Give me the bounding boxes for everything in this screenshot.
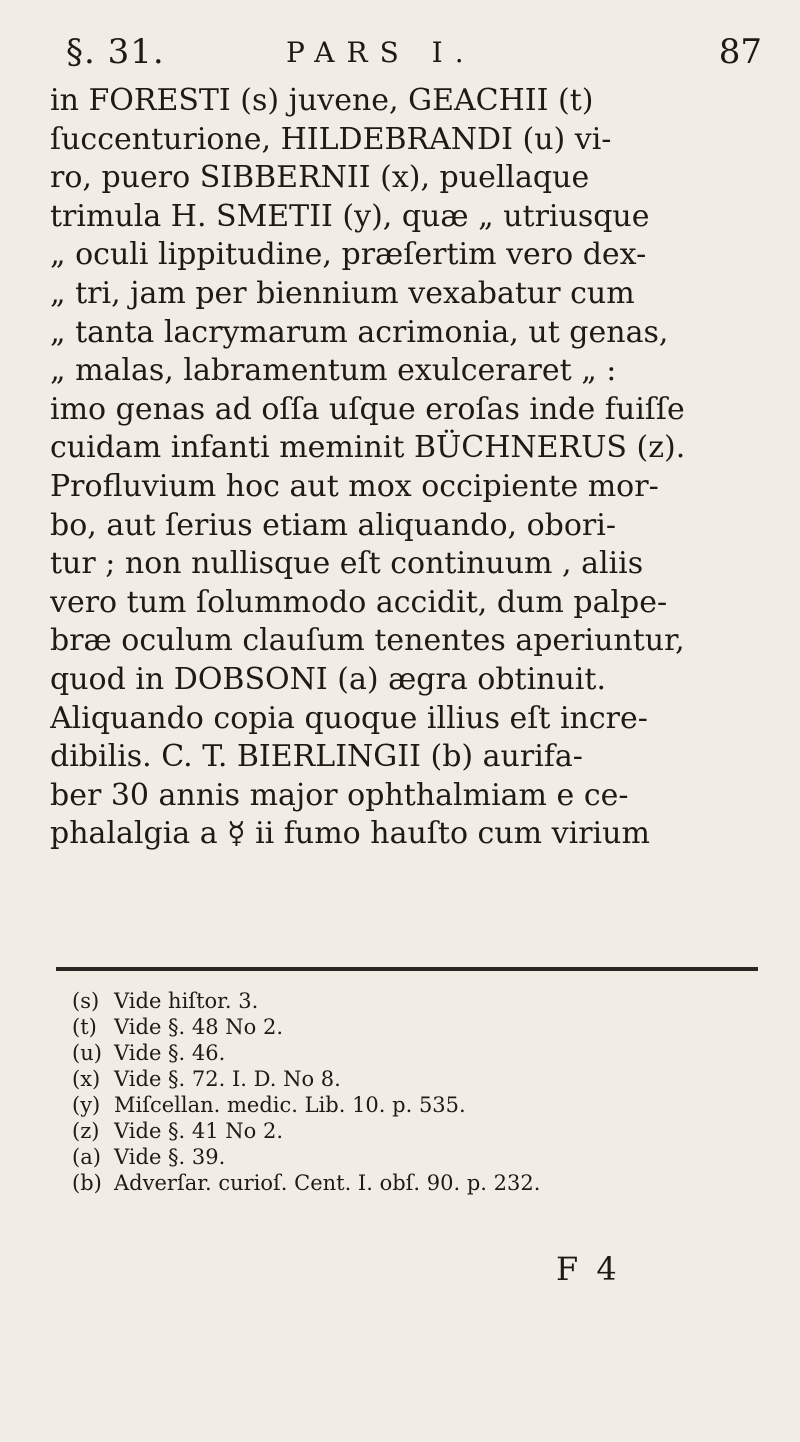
text-line: trimula H. SMETII (y), quæ „ utriusque [50, 198, 650, 234]
part-label: PARS I. [286, 36, 476, 69]
running-header [66, 28, 766, 78]
footnote [72, 1092, 762, 1118]
main-text [50, 82, 762, 854]
footnote-mark: (t) [72, 1015, 97, 1039]
footnotes [72, 988, 762, 1196]
text-line: ſuccenturione, HILDEBRANDI (u) vi- [50, 121, 612, 157]
footnote [72, 1170, 762, 1196]
footnote-text: Vide §. 46. [114, 1041, 226, 1065]
footnote-text: Vide §. 39. [114, 1145, 226, 1169]
footnote [72, 1144, 762, 1170]
text-line: bo, aut ſerius etiam aliquando, obori- [50, 507, 617, 543]
text-line: „ tri, jam per biennium vexabatur cum [50, 275, 635, 311]
footnote-text: Vide §. 41 No 2. [114, 1119, 284, 1143]
footnote-mark: (x) [72, 1067, 101, 1091]
text-line: „ oculi lippitudine, præſertim vero dex- [50, 237, 647, 273]
footnote-text: Adverſar. curioſ. Cent. I. obſ. 90. p. 232. [114, 1171, 541, 1195]
text-line: dibilis. C. T. BIERLINGII (b) aurifa- [50, 739, 583, 775]
footnote [72, 1014, 762, 1040]
footnote [72, 1040, 762, 1066]
footnote-divider [56, 967, 758, 971]
footnote [72, 988, 762, 1014]
text-line: cuidam infanti meminit BÜCHNERUS (z). [50, 430, 686, 466]
footnote-mark: (b) [72, 1171, 102, 1195]
footnote [72, 1118, 762, 1144]
text-line: phalalgia a ☿ ii fumo hauſto cum virium [50, 816, 650, 852]
text-line: ber 30 annis major ophthalmiam e ce- [50, 777, 629, 813]
text-line: ro, puero SIBBERNII (x), puellaque [50, 160, 590, 196]
footnote-text: Vide hiſtor. 3. [114, 989, 259, 1013]
footnote [72, 1066, 762, 1092]
footnote-mark: (z) [72, 1119, 100, 1143]
footnote-mark: (a) [72, 1145, 101, 1169]
section-number: §. 31. [66, 32, 165, 72]
text-line: „ malas, labramentum exulceraret „ : [50, 353, 617, 389]
footnote-text: Miſcellan. medic. Lib. 10. p. 535. [114, 1093, 466, 1117]
text-line: quod in DOBSONI (a) ægra obtinuit. [50, 661, 606, 697]
page-number: 87 [718, 32, 762, 72]
text-line: Profluvium hoc aut mox occipiente mor- [50, 468, 659, 504]
text-line: vero tum ſolummodo accidit, dum palpe- [50, 584, 668, 620]
footnote-mark: (y) [72, 1093, 101, 1117]
text-line: tur ; non nullisque eſt continuum , aliis [50, 546, 644, 582]
footnote-text: Vide §. 72. I. D. No 8. [114, 1067, 341, 1091]
footnote-mark: (u) [72, 1041, 102, 1065]
footnote-text: Vide §. 48 No 2. [114, 1015, 284, 1039]
text-line: bræ oculum clauſum tenentes aperiuntur, [50, 623, 685, 659]
text-line: imo genas ad oſſa uſque eroſas inde fuiſſe [50, 391, 685, 427]
text-line: „ tanta lacrymarum acrimonia, ut genas, [50, 314, 669, 350]
text-line: in FORESTI (s) juvene, GEACHII (t) [50, 83, 594, 118]
signature-mark: F 4 [556, 1250, 621, 1288]
footnote-mark: (s) [72, 989, 100, 1013]
text-line: Aliquando copia quoque illius eſt incre- [50, 700, 648, 736]
